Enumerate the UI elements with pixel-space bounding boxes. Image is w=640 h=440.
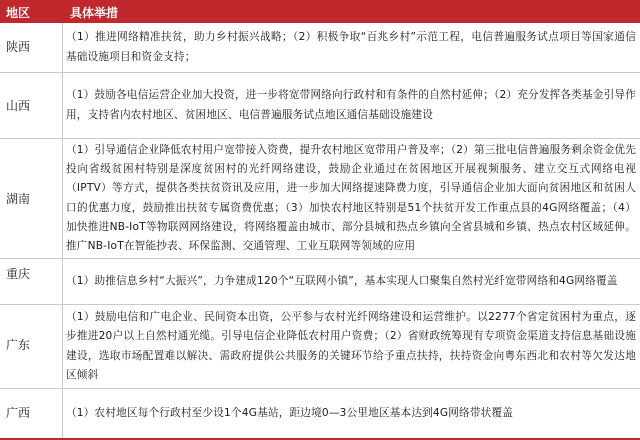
region-cell: 山西 [6,99,31,113]
region-cell: 湖南 [6,192,31,206]
header-region: 地区 [6,6,31,20]
column-divider [62,23,63,438]
table-row [0,389,640,438]
table-row [0,139,640,259]
table-header [0,0,640,23]
region-cell: 广东 [6,338,31,352]
measures-cell: （1）引导通信企业降低农村用户宽带接入资费，提升农村地区宽带用户普及率；（2）第三批电信普遍服务剩余资金优先投向省级贫困村特别是深度贫困村的光纤网络建设，鼓励企业通过在贫困地区开展视频服务、建立交互式网络电视（IPTV）等方式，提供各类扶贫资讯及应用，进一步加大网络提速降费力度，引导通信企业加大面向贫困地区和贫困人口的优惠力度，鼓励推出扶贫专属资费优惠；（3）加快农村地区特别是51个扶贫开发工作重点县的4G网络覆盖；（4）加快推进NB-IoT等物联网网络建设，将网络覆盖由城市、部分县城和热点乡镇向全省县城和乡镇、热点农村区域延伸。推广NB-IoT在智能抄表、环保监测、交通管理、工业互联网等领域的应用 [66,143,636,252]
measures-cell: （1）推进网络精准扶贫，助力乡村振兴战略；（2）积极争取“百兆乡村”示范工程，电信普遍服务试点项目等国家通信基础设施项目和资金支持； [66,31,636,63]
measures-cell: （1）农村地区每个行政村至少设1个4G基站，距边境0—3公里地区基本达到4G网络带状覆盖 [66,406,514,419]
region-cell: 陕西 [6,40,31,54]
table-row [0,73,640,139]
region-cell: 重庆 [6,267,31,281]
measures-cell: （1）鼓励各电信运营企业加大投资，进一步将宽带网络向行政村和有条件的自然村延伸；（2）充分发挥各类基金引导作用，支持省内农村地区、贫困地区、电信普遍服务试点地区通信基础设施建设 [66,89,636,121]
table-row [0,259,640,305]
table-row [0,305,640,389]
table-row [0,23,640,73]
header-measures: 具体举措 [70,6,119,20]
measures-cell: （1）助推信息乡村“大振兴”，力争建成120个“互联网小镇”，基本实现人口聚集自然村光纤宽带网络和4G网络覆盖 [66,274,618,287]
measures-cell: （1）鼓励电信和广电企业、民间资本出资，公平参与农村光纤网络建设和运营维护。以2277个省定贫困村为重点，逐步推进20户以上自然村通光缆。引导电信企业降低农村用户资费；（2）省财政统筹现有专项资金渠道支持信息基础设施建设，选取市场配置难以解决、需政府提供公共服务的关键环节给予重点扶持，扶持资金向粤东西北和农村等欠发达地区倾斜 [66,311,636,381]
region-cell: 广西 [6,406,31,420]
